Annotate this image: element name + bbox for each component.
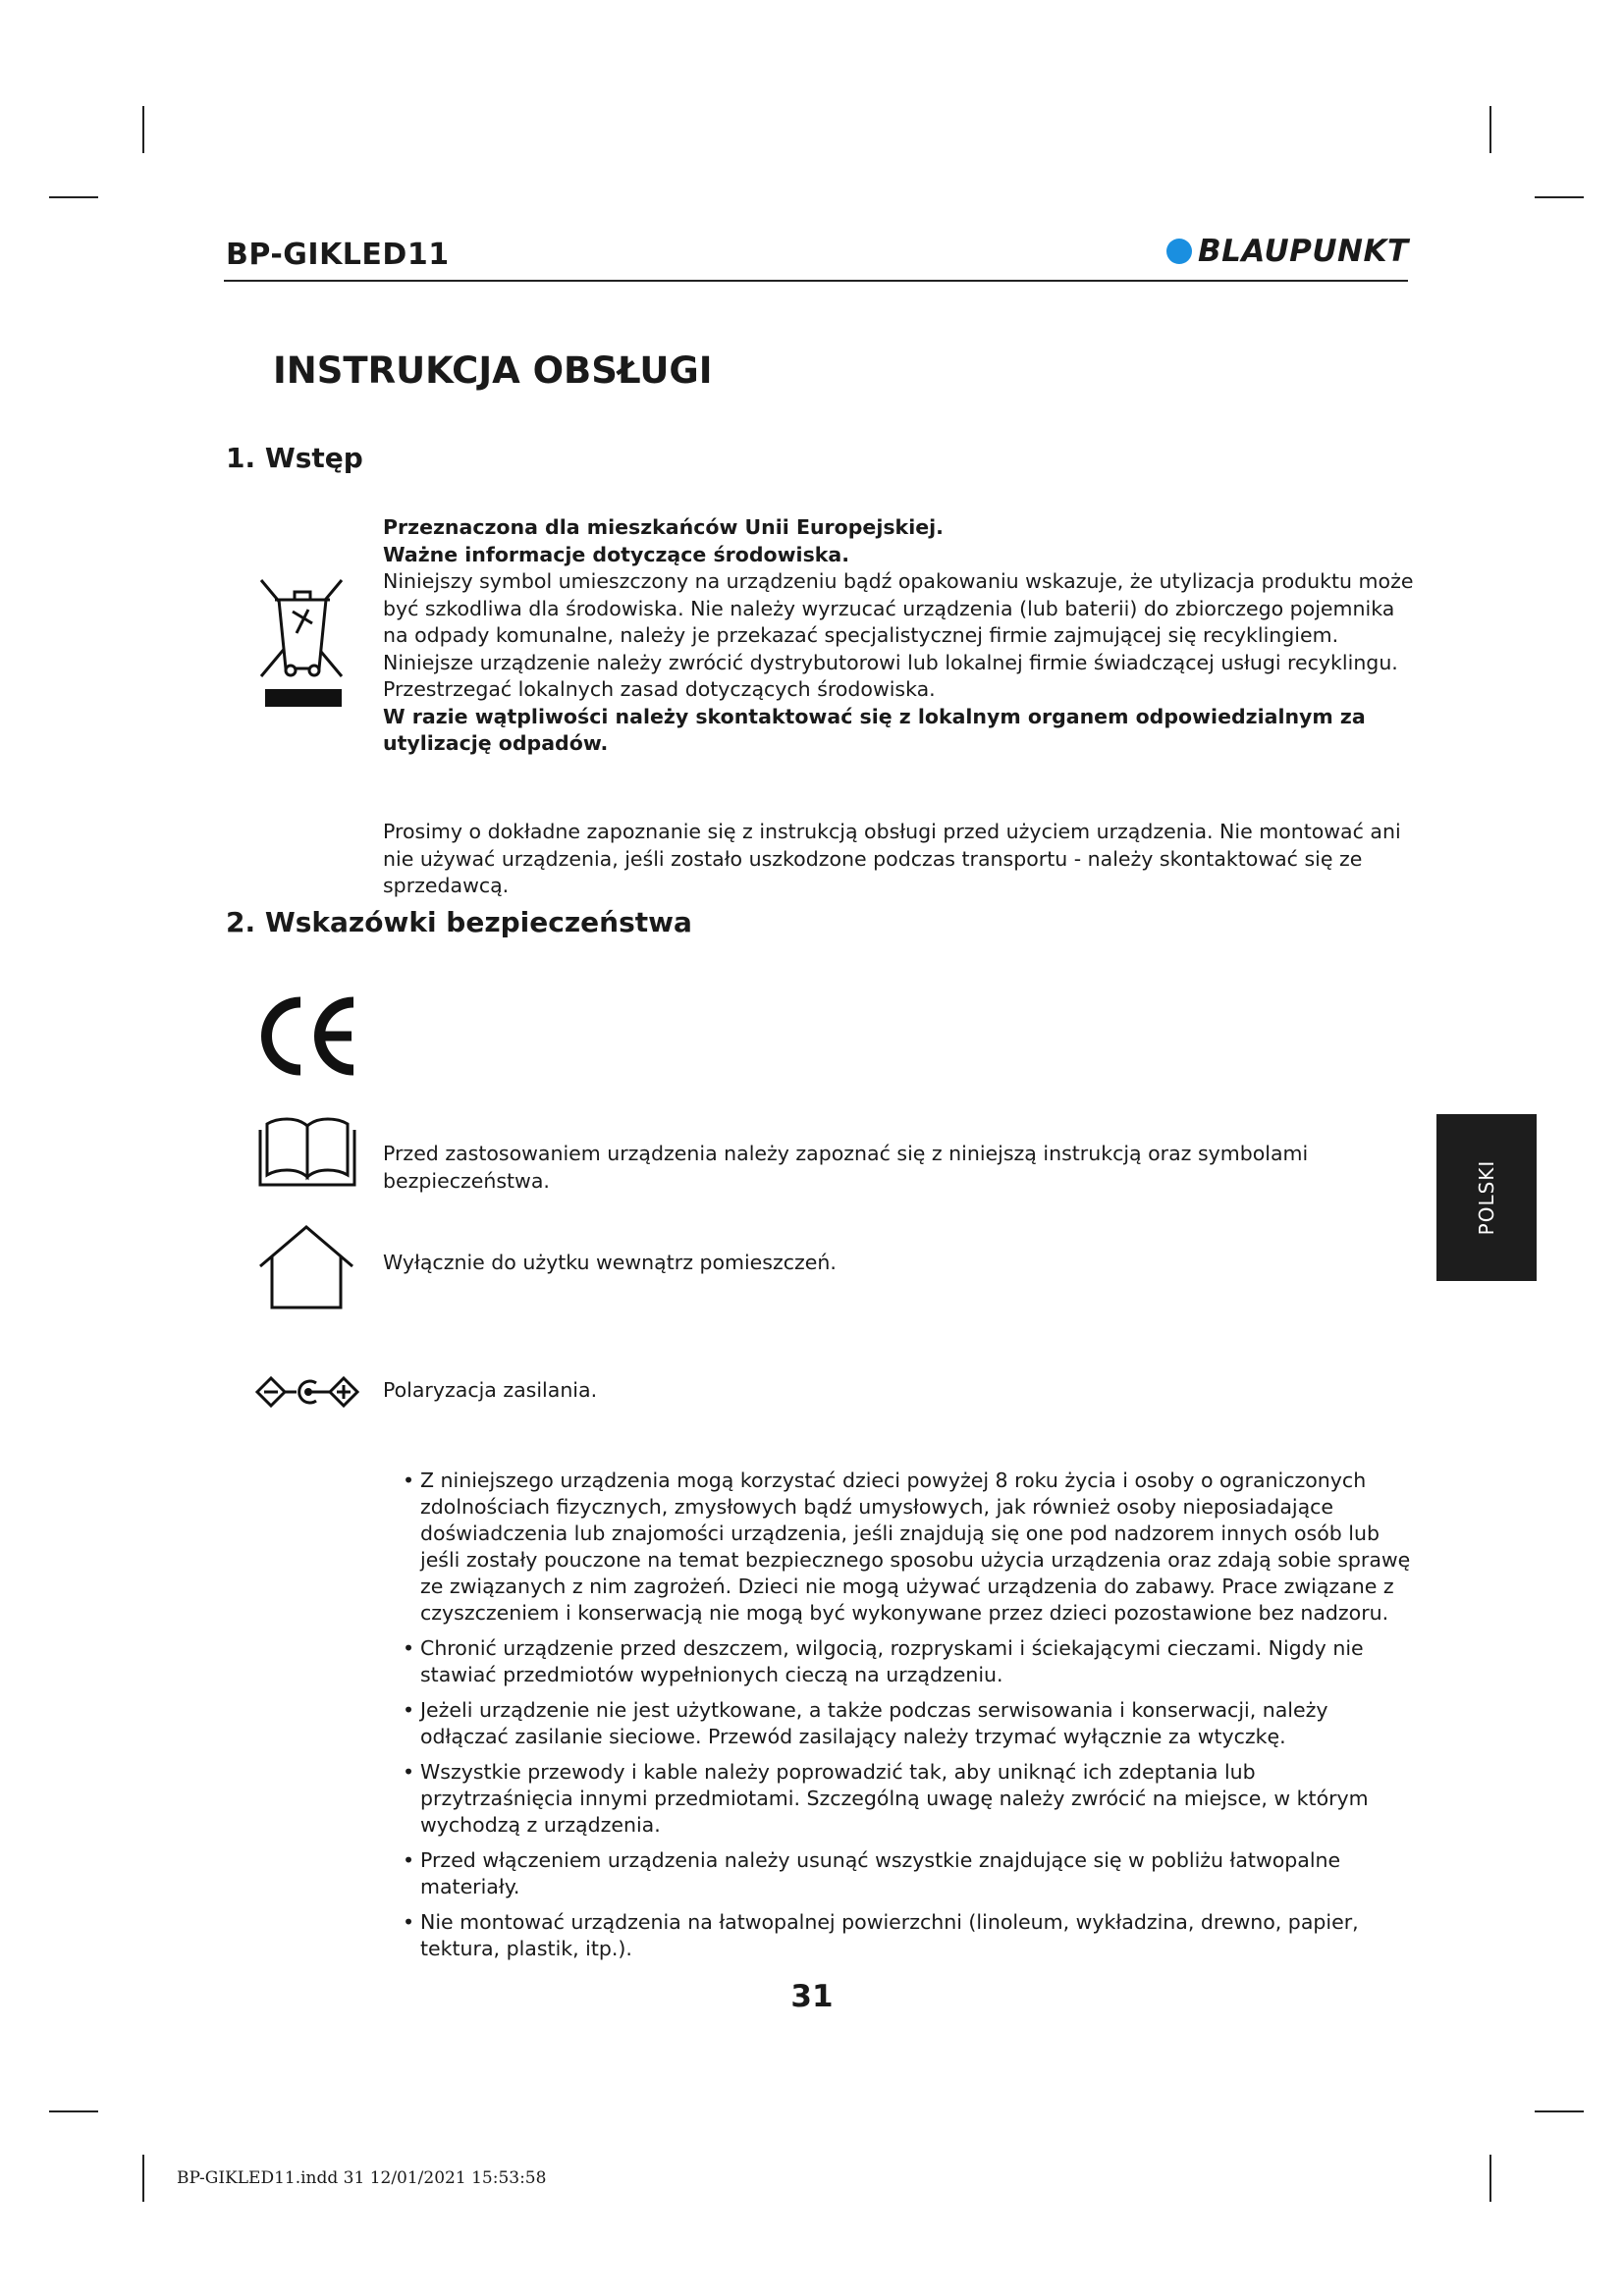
- ce-mark-icon: [257, 994, 360, 1082]
- section-2-heading: 2. Wskazówki bezpieczeństwa: [226, 906, 692, 938]
- document-title: INSTRUKCJA OBSŁUGI: [273, 349, 713, 392]
- list-item: • Chronić urządzenie przed deszczem, wilgocią, rozpryskami i ściekającymi cieczami. Nigdy nie stawiać przedmiotów wypełnionych cieczą na urządzeniu.: [403, 1636, 1364, 1686]
- crop-mark: [49, 196, 98, 198]
- list-item: • Z niniejszego urządzenia mogą korzystać dzieci powyżej 8 roku życia i osoby o ograniczonych zdolnościach fizycznych, zmysłowych bądź umysłowych, jak również osoby nieposiadające doświadczenia lub znajomości urządzenia, jeśli znajdują się one pod nadzorem innych osób lub jeśli zostały pouczone na temat bezpiecznego sposobu użycia urządzenia oraz zdają sobie sprawę ze związanych z nim zagrożeń. Dzieci nie mogą używać urządzenia do zabawy. Prace związane z czyszczeniem i konserwacją nie mogą być wykonywane przez dzieci pozostawione bez nadzoru.: [403, 1468, 1411, 1625]
- crop-mark: [49, 2110, 98, 2112]
- brand-logo: [1166, 234, 1409, 269]
- list-item: • Wszystkie przewody i kable należy poprowadzić tak, aby uniknąć ich zdeptania lub przytrzaśnięcia innymi przedmiotami. Szczególną uwagę należy zwrócić na miejsce, w którym wychodzą z urządzenia.: [403, 1760, 1369, 1837]
- language-tab: [1436, 1114, 1537, 1281]
- polarity-icon: [253, 1374, 361, 1414]
- polarity-symbol-text: Polaryzacja zasilania.: [383, 1378, 598, 1402]
- page-number: 31: [790, 1979, 834, 2014]
- contact-authority-note: W razie wątpliwości należy skontaktować się z lokalnym organem odpowiedzialnym za utylizację odpadów.: [383, 704, 1366, 755]
- crop-mark: [142, 106, 144, 153]
- read-manual-text: Prosimy o dokładne zapoznanie się z instrukcją obsługi przed użyciem urządzenia. Nie montować ani nie używać urządzenia, jeśli zostało uszkodzone podczas transportu - należy skontaktować się ze sprzedawcą.: [383, 820, 1401, 897]
- language-tab-label: POLSKI: [1475, 1159, 1498, 1236]
- model-name: BP-GIKLED11: [226, 238, 450, 272]
- weee-bin-icon: [257, 574, 348, 716]
- crop-mark: [1489, 2155, 1491, 2202]
- crop-mark: [1535, 2110, 1584, 2112]
- crop-mark: [142, 2155, 144, 2202]
- indoor-use-icon: [257, 1222, 355, 1314]
- environment-info-heading: Ważne informacje dotyczące środowiska.: [383, 542, 850, 566]
- crop-mark: [1535, 196, 1584, 198]
- list-item: • Nie montować urządzenia na łatwopalnej powierzchni (linoleum, wykładzina, drewno, papier, tektura, plastik, itp.).: [403, 1910, 1359, 1960]
- crop-mark: [1489, 106, 1491, 153]
- brand-name: BLAUPUNKT: [1198, 234, 1409, 269]
- manual-book-icon: [257, 1114, 357, 1192]
- weee-disposal-text: Niniejszy symbol umieszczony na urządzeniu bądź opakowaniu wskazuje, że utylizacja produktu może być szkodliwa dla środowiska. Nie należy wyrzucać urządzenia (lub baterii) do zbiorczego pojemnika na odpady komunalne, należy je przekazać specjalistycznej firmie zajmującej się recyklingiem. Niniejsze urządzenie należy zwrócić dystrybutorowi lub lokalnej firmie świadczącej usługi recyklingu. Przestrzegać lokalnych zasad dotyczących środowiska.: [383, 569, 1414, 701]
- list-item: • Przed włączeniem urządzenia należy usunąć wszystkie znajdujące się w pobliżu łatwopalne materiały.: [403, 1848, 1341, 1898]
- manual-symbol-text: Przed zastosowaniem urządzenia należy zapoznać się z niniejszą instrukcją oraz symbolami bezpieczeństwa.: [383, 1142, 1309, 1193]
- eu-residents-note: Przeznaczona dla mieszkańców Unii Europejskiej.: [383, 515, 944, 539]
- section-1-heading: 1. Wstęp: [226, 442, 363, 474]
- indoor-symbol-text: Wyłącznie do użytku wewnątrz pomieszczeń.: [383, 1251, 837, 1274]
- list-item: • Jeżeli urządzenie nie jest użytkowane, a także podczas serwisowania i konserwacji, należy odłączać zasilanie sieciowe. Przewód zasilający należy trzymać wyłącznie za wtyczkę.: [403, 1698, 1328, 1748]
- print-slug: BP-GIKLED11.indd 31 12/01/2021 15:53:58: [177, 2168, 547, 2188]
- safety-bullet-list: [393, 1468, 1414, 1962]
- brand-dot-icon: [1166, 239, 1192, 264]
- header-rule: [224, 280, 1408, 282]
